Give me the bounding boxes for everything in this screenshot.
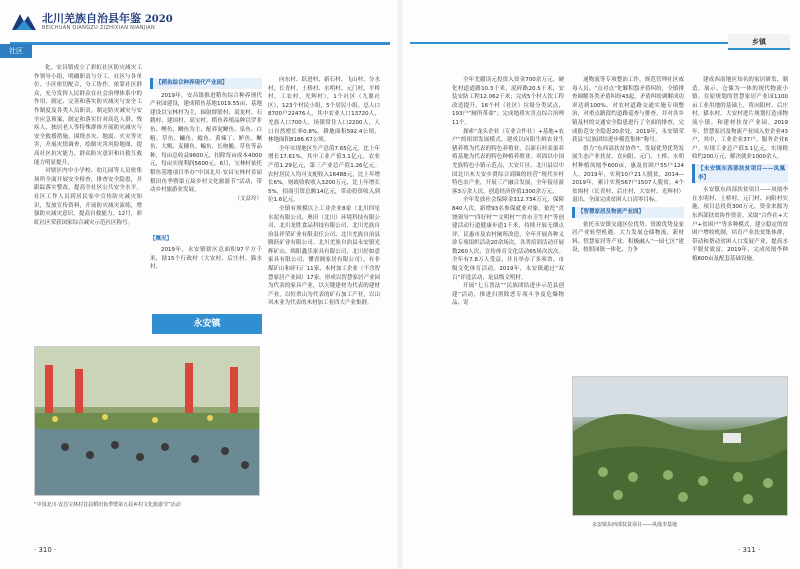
paragraph: 依托永安镇交通区位优势、资源优势及家居产业转型机遇，大力发展仓储物流、新材料、智慧家居等产业。积极融入“一园七区”建设，按照园镇一体化、力争 [572, 221, 684, 254]
right-column-3 [692, 76, 788, 263]
paragraph: 2019年，安昌镇推进稻鱼综合种养现代产业园建设，建成稻鱼基地1019.55亩，基地建设以宝林村为主，辐射群联村、双龙村、石鹤村、建国村、高宝村。稻鱼养殖品种以罗非鱼、鲤鱼、鲫鱼为主，配养泥鳅鱼、泉鱼、白鲢、草鱼、鳙鱼、鲶鱼、黄辣丁、鲈鱼、鳜鱼、大鲵、麦穗鱼、鳊鱼、长吻鮠、草鱼等品种，每亩总收益9600元，扣除每亩成本4000元，每亩实现利润5600元。6月，宝林村依托稻鱼基地项目举办“中国北川·安昌宝林村首届稻田鱼季暨第五届乡村文化旅游节”活动，带动乡村旅游业发展。 [150, 92, 262, 194]
photo-caption: “中国北川·安昌宝林村首届稻田鱼季暨第五届乡村文化旅游节”活动 [34, 502, 181, 508]
paragraph: 全年发放社会保障金312.734万元，保障840人次，新增93名参保就业对象。依托“喜饶领导”“四好村”“文明村”“省市卫生村”等创建活动行道健康步道1千米，持续开展无烟点评、民惠市及农村厕所改造，全年开展各种义诊专项组织活动20余场次，各类培训活动开展数260人次，宣传体育文化活动65场次次次。全年有7.8万人受益，并且举办了多项省、市级文化体育活动。2019年，永安镇通过“双百”评选活动，是县级文明村。 [452, 197, 564, 281]
header-rule [10, 42, 390, 45]
paragraph: 永安镇东西部扶贫项目——凤凰李在水明村、土桥村、元门村、向阳村实施，项目总投资300万元，资金来源为东西部扶贫协作资金。采取“合作社+大户+贫困户”等多种模式，建立稳定的贫困户增收机制，培育产业扶贫集体群，带动和帮动贫困人口发展产业，提高水平脱贫致富。2019年，完成凤凰李种植600亩及配套基础设施。 [692, 187, 788, 262]
paragraph: 探索“龙头企业（专业合作社）+基地+农户”的组团发展模式，建成以向阳生鲜农业生猪养殖为代表的特色养殖业，以新石村表果养殖基地为代表的特色种植养殖业。巩固以中国羌族特色小镇示范点、大安片区、北川县以中国北川木大安乡贤综合商圈的经营”现代乡村特色农产业，开展三产融合发展，全年接待游客3万余人次，创造经济价值1300余万元。 [452, 128, 564, 195]
paragraph: 对辖区内中小学校、幼儿园等人员密集场所全面开展安全检查，排查安全隐患，并跟踪落实整改，提高全社区公共安全水平。社区工作人员到居民家中宣传防灾减灾知识，发放宣传资料，开展防灾减灾演练，增强防灾减灾意识，提高自救能力。12月，彩虹社区荣获国家综合减灾示范社区称号。 [34, 168, 142, 226]
page-number: · 310 · [34, 546, 57, 554]
section-heading: 【智慧家居及物流产业园】 [572, 207, 684, 218]
phoenix-plum-base-photo [572, 376, 788, 516]
book-title: 北川羌族自治县年鉴 2020 [42, 12, 173, 25]
yearbook-logo-icon [10, 10, 38, 34]
paragraph: 2019年，永安镇辖区总面积97平方千米，辖15个行政村（大安村、后庄村、猫水村、 [150, 246, 262, 271]
section-heading: 【永安镇东西部扶贫项目——凤凰李】 [692, 164, 788, 183]
book-subtitle: BEICHUAN QIANGZU ZIZHIXIAN NIANJIAN [42, 25, 156, 31]
paragraph: 全年羌疆读元投资入资金700余万元，硬化村道道路10.3千米，泥碎路20.5千米，安装安防工程12.062千米；完成5个村人饮工程改造提升，16个村（社区）垃圾分类试点，193户“厕所革命”；完成地质灾害点综合治理11个。 [452, 77, 564, 126]
paragraph: 向东村、跃进村、新石村、飞山村、分水村、长青村、土桥村、水明村、元门村、平桥村、工农村、光辉村），1个社区（九鼎社区），123个村民小组，5个居民小组。总人口8700户22476人，其中农业人口13720人，羌族人口700人，场镇常住人口2200人，人口自然增长率0.8%。耕地面积592.4公顷，林地面积8186.67公顷。 [268, 77, 380, 144]
paragraph: 借力“东西部扶贫协作”，发展优势优势发展生态产业扶贫，直向阳、元门、土桥、水明村种植凤凰李600亩，惠及贫困户55户124人。2019年，实现10户21人脱贫，2014—2019年，累计实现567户1507人脱贫。4个贫困村（长青村、后庄村、大安村、光辉村）退出，全面完成贫困人口清零目标。 [572, 145, 684, 204]
section-heading: 【稻鱼综合种养现代产业园】 [150, 78, 262, 89]
town-banner: 永安镇 [152, 314, 262, 334]
paragraph: 全镇有规模以上工业企业8家（北川四星水泥有限公司、奥田（北川）环境科技有限公司、北川龙胜食品科技有限公司、北川羌族自治县祥荣矿业有限责任公司、北川羌族自治县腾跃矿业有限公司、北川羌族自治县永安镇光辉矿山、绵阳鑫乐家具有限公司、北川好如意家具有限公司、懂香阁家居有限公司），有非煤矿山和碎石厂11家、木材加工企业（不含智慧家居产业园）17家。形成以智慧家居产业园为代表的家具产业，以天键建材为代表的建材产业，以恒翠山为代表的矿石加工产业，以山风木业为代表的木材加工业四大产业集群。 [268, 205, 380, 307]
left-section-tab: 社区 [0, 44, 32, 58]
left-column-3 [268, 76, 380, 308]
book-year: 2020 [144, 14, 173, 25]
right-column-2 [572, 76, 684, 255]
section-heading: 【概况】 [150, 236, 173, 243]
paragraph: 化。安昌镇成立了彩虹社区防灾减灾工作领导小组，明确职责与分工，社区与各单位、小区密切配合，分工协作。依靠社区群众，充分发挥人民群众在社会治理体系中的作用，制定、完善和落实防灾减灾与安全工作制度及各类人员职责。制定防灾减灾与安全应急预案，制定和落实针对高危人群、残疾人、独居老人等特殊群体开展防灾减灾与安全救援措施，围绕水灾、地震、火灾等灾害，开展灾情调查，绘制灾害风险地图，提高社区抗灾能力，群众防灾意识和自救互救能力明显提升。 [34, 65, 142, 166]
paragraph: 开展“七五普法”“民族团结进步示范县创建”活动，推进扫黑除恶专项斗争及危爆物品、寄 [452, 283, 564, 307]
festival-photo-illustration [35, 347, 260, 496]
festival-photo [34, 346, 260, 496]
author-signature: （文益玲） [234, 195, 262, 202]
photo-caption: 永安镇东西部扶贫项目——凤凰李基地 [592, 522, 678, 528]
right-section-tab: 乡镇 [728, 34, 790, 50]
plum-base-illustration [573, 377, 788, 516]
page-number: · 311 · [738, 546, 761, 554]
paragraph: 建成西南地区知名的家居研发、制造、展示、仓储为一体的现代物流小镇。在原规划的智慧家居产业园1100亩工业用地的基础上，将向阳村、后庄村、猫水村、大安村进片规划打造成物流小镇。和建材扶贫产业园。2019年，智慧家居及物流产业园入驻企业43户，其中，工业企业37户，服务企业6户。实现工业总产值3.1亿元，实现税收约200万元，解决就业1000余人。 [692, 77, 788, 161]
left-header [10, 6, 390, 50]
paragraph: 递物流等专项整治工作，规范管理社区戒毒人员。“点对点”化解积怨矛盾纠纷，全镇排查调解各类矛盾纠纷43起，矛盾纠纷调解成功率达到100%。对农村道路交通实施专项整治，对重点路段约道路巡查与排查，并对各乡镇及村的交通安全隐患进行了全面的排查，完成防范安全隐患20余处。2019年，永安镇荣获县“民族团结进步模范集体”称号。 [572, 77, 684, 144]
left-column-2 [150, 76, 262, 272]
header-rule [410, 42, 728, 44]
left-column-1 [34, 64, 142, 227]
right-column-1 [452, 76, 564, 308]
paragraph: 全年实现地区生产总值7.65亿元，比上年增长17.61%，其中工业产值3.1亿元，农业产值1.29亿元，第三产业总产值1.26亿元。农村居民人均可支配收入16488元，比上年增长6%。财政收收收入3200万元，比上年增长5%，招商引资总额14亿元，带动投资收入到位1.6亿元。 [268, 145, 380, 204]
